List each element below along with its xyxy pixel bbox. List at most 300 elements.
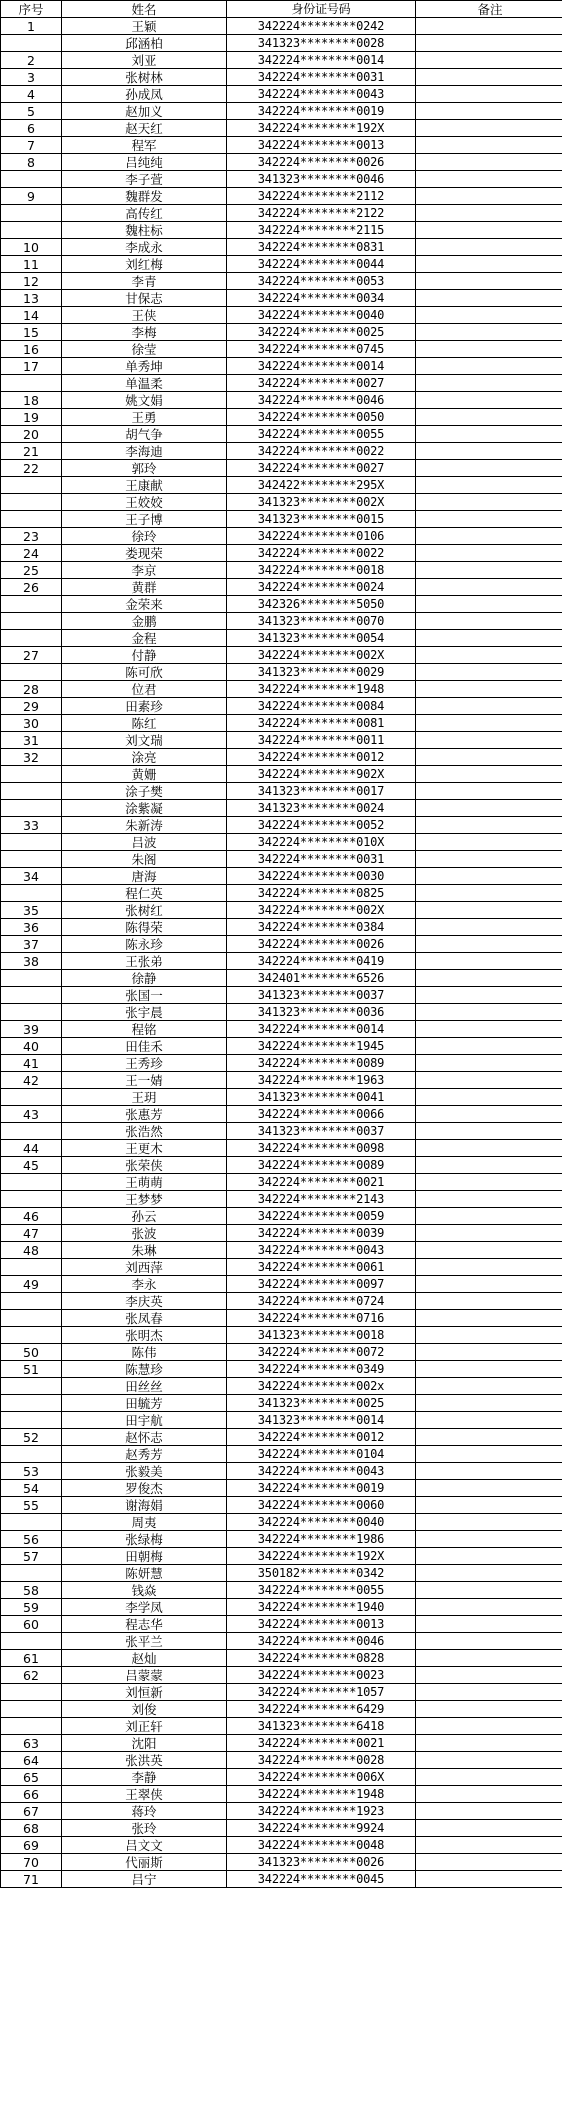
cell-seq[interactable]	[1, 1378, 62, 1395]
cell-seq[interactable]: 40	[1, 1038, 62, 1055]
cell-remark[interactable]	[416, 1429, 562, 1446]
cell-id-number[interactable]: 342224********0019	[227, 103, 416, 120]
cell-seq[interactable]	[1, 783, 62, 800]
cell-seq[interactable]	[1, 1327, 62, 1344]
cell-name[interactable]: 吕文文	[62, 1837, 227, 1854]
cell-seq[interactable]	[1, 205, 62, 222]
cell-name[interactable]: 陈得荣	[62, 919, 227, 936]
cell-remark[interactable]	[416, 1701, 562, 1718]
cell-id-number[interactable]: 342224********0018	[227, 562, 416, 579]
cell-name[interactable]: 田素珍	[62, 698, 227, 715]
cell-remark[interactable]	[416, 1718, 562, 1735]
cell-seq[interactable]: 35	[1, 902, 62, 919]
cell-seq[interactable]: 48	[1, 1242, 62, 1259]
cell-name[interactable]: 李庆英	[62, 1293, 227, 1310]
cell-id-number[interactable]: 341323********0054	[227, 630, 416, 647]
cell-seq[interactable]: 57	[1, 1548, 62, 1565]
cell-remark[interactable]	[416, 681, 562, 698]
cell-name[interactable]: 张荣侠	[62, 1157, 227, 1174]
cell-name[interactable]: 位君	[62, 681, 227, 698]
cell-name[interactable]: 张惠芳	[62, 1106, 227, 1123]
cell-seq[interactable]: 26	[1, 579, 62, 596]
cell-name[interactable]: 蒋玲	[62, 1803, 227, 1820]
cell-name[interactable]: 王萌萌	[62, 1174, 227, 1191]
cell-remark[interactable]	[416, 1684, 562, 1701]
cell-id-number[interactable]: 342224********0024	[227, 579, 416, 596]
cell-id-number[interactable]: 341323********0041	[227, 1089, 416, 1106]
cell-id-number[interactable]: 341323********6418	[227, 1718, 416, 1735]
cell-seq[interactable]: 58	[1, 1582, 62, 1599]
cell-name[interactable]: 刘恒新	[62, 1684, 227, 1701]
cell-name[interactable]: 单秀坤	[62, 358, 227, 375]
header-cell-name[interactable]: 姓名	[62, 1, 227, 18]
cell-id-number[interactable]: 342224********2115	[227, 222, 416, 239]
cell-seq[interactable]: 59	[1, 1599, 62, 1616]
cell-name[interactable]: 程仁英	[62, 885, 227, 902]
cell-seq[interactable]: 47	[1, 1225, 62, 1242]
cell-name[interactable]: 李梅	[62, 324, 227, 341]
cell-seq[interactable]	[1, 1633, 62, 1650]
cell-remark[interactable]	[416, 647, 562, 664]
cell-name[interactable]: 孙成凤	[62, 86, 227, 103]
cell-remark[interactable]	[416, 1786, 562, 1803]
cell-id-number[interactable]: 342224********0349	[227, 1361, 416, 1378]
cell-remark[interactable]	[416, 1327, 562, 1344]
cell-remark[interactable]	[416, 1021, 562, 1038]
cell-seq[interactable]	[1, 851, 62, 868]
cell-remark[interactable]	[416, 1344, 562, 1361]
cell-id-number[interactable]: 342224********002X	[227, 647, 416, 664]
cell-seq[interactable]: 18	[1, 392, 62, 409]
cell-remark[interactable]	[416, 1140, 562, 1157]
cell-id-number[interactable]: 342224********0097	[227, 1276, 416, 1293]
cell-remark[interactable]	[416, 919, 562, 936]
cell-seq[interactable]	[1, 511, 62, 528]
cell-seq[interactable]: 46	[1, 1208, 62, 1225]
cell-remark[interactable]	[416, 1225, 562, 1242]
cell-name[interactable]: 涂紫凝	[62, 800, 227, 817]
cell-seq[interactable]: 51	[1, 1361, 62, 1378]
cell-remark[interactable]	[416, 86, 562, 103]
cell-name[interactable]: 张凤春	[62, 1310, 227, 1327]
cell-remark[interactable]	[416, 1565, 562, 1582]
cell-id-number[interactable]: 342224********0012	[227, 1429, 416, 1446]
cell-remark[interactable]	[416, 239, 562, 256]
cell-name[interactable]: 田佳禾	[62, 1038, 227, 1055]
cell-seq[interactable]	[1, 970, 62, 987]
cell-name[interactable]: 吕宁	[62, 1871, 227, 1888]
cell-seq[interactable]: 30	[1, 715, 62, 732]
cell-seq[interactable]: 23	[1, 528, 62, 545]
cell-id-number[interactable]: 342224********1986	[227, 1531, 416, 1548]
cell-seq[interactable]: 3	[1, 69, 62, 86]
cell-name[interactable]: 李海迪	[62, 443, 227, 460]
cell-name[interactable]: 李成永	[62, 239, 227, 256]
cell-id-number[interactable]: 341323********0037	[227, 1123, 416, 1140]
cell-id-number[interactable]: 342224********192X	[227, 120, 416, 137]
cell-id-number[interactable]: 342224********0084	[227, 698, 416, 715]
cell-name[interactable]: 吕波	[62, 834, 227, 851]
cell-name[interactable]: 唐海	[62, 868, 227, 885]
cell-name[interactable]: 张明杰	[62, 1327, 227, 1344]
cell-name[interactable]: 徐静	[62, 970, 227, 987]
cell-remark[interactable]	[416, 1769, 562, 1786]
cell-id-number[interactable]: 341323********0018	[227, 1327, 416, 1344]
cell-id-number[interactable]: 342224********1940	[227, 1599, 416, 1616]
cell-remark[interactable]	[416, 1055, 562, 1072]
cell-seq[interactable]: 10	[1, 239, 62, 256]
cell-remark[interactable]	[416, 1480, 562, 1497]
cell-seq[interactable]	[1, 664, 62, 681]
cell-id-number[interactable]: 342224********0021	[227, 1735, 416, 1752]
cell-name[interactable]: 张毅美	[62, 1463, 227, 1480]
cell-seq[interactable]: 53	[1, 1463, 62, 1480]
cell-id-number[interactable]: 342224********0021	[227, 1174, 416, 1191]
cell-id-number[interactable]: 342224********0046	[227, 392, 416, 409]
cell-remark[interactable]	[416, 358, 562, 375]
cell-seq[interactable]: 11	[1, 256, 62, 273]
cell-id-number[interactable]: 342224********0724	[227, 1293, 416, 1310]
cell-seq[interactable]: 1	[1, 18, 62, 35]
cell-id-number[interactable]: 342224********1945	[227, 1038, 416, 1055]
cell-seq[interactable]	[1, 171, 62, 188]
cell-remark[interactable]	[416, 1293, 562, 1310]
cell-name[interactable]: 李子萱	[62, 171, 227, 188]
cell-name[interactable]: 王侠	[62, 307, 227, 324]
cell-id-number[interactable]: 342224********1057	[227, 1684, 416, 1701]
cell-remark[interactable]	[416, 1276, 562, 1293]
cell-remark[interactable]	[416, 1310, 562, 1327]
cell-name[interactable]: 赵灿	[62, 1650, 227, 1667]
cell-name[interactable]: 王梦梦	[62, 1191, 227, 1208]
cell-name[interactable]: 李京	[62, 562, 227, 579]
cell-seq[interactable]: 45	[1, 1157, 62, 1174]
cell-id-number[interactable]: 342224********002x	[227, 1378, 416, 1395]
cell-id-number[interactable]: 341323********0024	[227, 800, 416, 817]
cell-seq[interactable]: 60	[1, 1616, 62, 1633]
cell-remark[interactable]	[416, 1650, 562, 1667]
cell-id-number[interactable]: 342224********0019	[227, 1480, 416, 1497]
cell-seq[interactable]: 22	[1, 460, 62, 477]
cell-remark[interactable]	[416, 1004, 562, 1021]
cell-remark[interactable]	[416, 630, 562, 647]
cell-seq[interactable]	[1, 35, 62, 52]
cell-remark[interactable]	[416, 256, 562, 273]
cell-id-number[interactable]: 342224********0027	[227, 460, 416, 477]
cell-remark[interactable]	[416, 664, 562, 681]
cell-name[interactable]: 王姣姣	[62, 494, 227, 511]
cell-seq[interactable]: 6	[1, 120, 62, 137]
cell-seq[interactable]: 64	[1, 1752, 62, 1769]
cell-name[interactable]: 刘俊	[62, 1701, 227, 1718]
cell-remark[interactable]	[416, 18, 562, 35]
cell-seq[interactable]: 50	[1, 1344, 62, 1361]
cell-id-number[interactable]: 342224********0384	[227, 919, 416, 936]
cell-id-number[interactable]: 342224********0031	[227, 851, 416, 868]
cell-remark[interactable]	[416, 1446, 562, 1463]
cell-name[interactable]: 张洪英	[62, 1752, 227, 1769]
cell-remark[interactable]	[416, 1157, 562, 1174]
cell-id-number[interactable]: 342422********295X	[227, 477, 416, 494]
cell-name[interactable]: 吕纯纯	[62, 154, 227, 171]
cell-remark[interactable]	[416, 1582, 562, 1599]
cell-seq[interactable]	[1, 613, 62, 630]
cell-remark[interactable]	[416, 392, 562, 409]
cell-seq[interactable]: 67	[1, 1803, 62, 1820]
cell-seq[interactable]	[1, 1004, 62, 1021]
cell-seq[interactable]: 24	[1, 545, 62, 562]
cell-remark[interactable]	[416, 596, 562, 613]
cell-remark[interactable]	[416, 426, 562, 443]
cell-remark[interactable]	[416, 1259, 562, 1276]
cell-remark[interactable]	[416, 970, 562, 987]
cell-seq[interactable]: 32	[1, 749, 62, 766]
cell-id-number[interactable]: 342224********6429	[227, 1701, 416, 1718]
cell-name[interactable]: 王勇	[62, 409, 227, 426]
cell-id-number[interactable]: 342224********0012	[227, 749, 416, 766]
cell-seq[interactable]: 29	[1, 698, 62, 715]
cell-remark[interactable]	[416, 613, 562, 630]
cell-seq[interactable]	[1, 375, 62, 392]
cell-seq[interactable]: 31	[1, 732, 62, 749]
cell-seq[interactable]: 38	[1, 953, 62, 970]
cell-seq[interactable]: 42	[1, 1072, 62, 1089]
cell-remark[interactable]	[416, 1463, 562, 1480]
cell-remark[interactable]	[416, 460, 562, 477]
cell-id-number[interactable]: 342224********0066	[227, 1106, 416, 1123]
cell-remark[interactable]	[416, 1752, 562, 1769]
cell-id-number[interactable]: 342224********0106	[227, 528, 416, 545]
cell-id-number[interactable]: 342224********2143	[227, 1191, 416, 1208]
cell-id-number[interactable]: 342224********0028	[227, 1752, 416, 1769]
cell-id-number[interactable]: 342224********1948	[227, 681, 416, 698]
cell-seq[interactable]: 8	[1, 154, 62, 171]
cell-name[interactable]: 付静	[62, 647, 227, 664]
cell-id-number[interactable]: 342224********0104	[227, 1446, 416, 1463]
cell-id-number[interactable]: 342224********0046	[227, 1633, 416, 1650]
cell-name[interactable]: 陈妍慧	[62, 1565, 227, 1582]
cell-id-number[interactable]: 342224********0053	[227, 273, 416, 290]
cell-name[interactable]: 赵怀志	[62, 1429, 227, 1446]
cell-id-number[interactable]: 342224********192X	[227, 1548, 416, 1565]
cell-seq[interactable]	[1, 834, 62, 851]
cell-seq[interactable]: 19	[1, 409, 62, 426]
cell-seq[interactable]: 5	[1, 103, 62, 120]
cell-seq[interactable]: 2	[1, 52, 62, 69]
cell-id-number[interactable]: 341323********0037	[227, 987, 416, 1004]
cell-name[interactable]: 程军	[62, 137, 227, 154]
cell-name[interactable]: 谢海娟	[62, 1497, 227, 1514]
cell-remark[interactable]	[416, 987, 562, 1004]
cell-remark[interactable]	[416, 851, 562, 868]
cell-remark[interactable]	[416, 1820, 562, 1837]
cell-name[interactable]: 代丽斯	[62, 1854, 227, 1871]
cell-id-number[interactable]: 342224********0045	[227, 1871, 416, 1888]
cell-id-number[interactable]: 342224********0825	[227, 885, 416, 902]
cell-name[interactable]: 甘保志	[62, 290, 227, 307]
cell-seq[interactable]: 36	[1, 919, 62, 936]
cell-name[interactable]: 魏群发	[62, 188, 227, 205]
cell-name[interactable]: 徐玲	[62, 528, 227, 545]
cell-remark[interactable]	[416, 1038, 562, 1055]
cell-remark[interactable]	[416, 273, 562, 290]
cell-remark[interactable]	[416, 766, 562, 783]
cell-remark[interactable]	[416, 579, 562, 596]
cell-remark[interactable]	[416, 154, 562, 171]
cell-id-number[interactable]: 342224********1923	[227, 1803, 416, 1820]
cell-id-number[interactable]: 341323********0026	[227, 1854, 416, 1871]
cell-remark[interactable]	[416, 562, 562, 579]
cell-remark[interactable]	[416, 375, 562, 392]
cell-id-number[interactable]: 342224********1948	[227, 1786, 416, 1803]
cell-remark[interactable]	[416, 1072, 562, 1089]
cell-seq[interactable]	[1, 1259, 62, 1276]
cell-seq[interactable]	[1, 1514, 62, 1531]
cell-seq[interactable]: 15	[1, 324, 62, 341]
cell-seq[interactable]	[1, 1565, 62, 1582]
cell-seq[interactable]: 14	[1, 307, 62, 324]
cell-seq[interactable]: 61	[1, 1650, 62, 1667]
cell-id-number[interactable]: 342224********0089	[227, 1055, 416, 1072]
cell-id-number[interactable]: 342224********0023	[227, 1667, 416, 1684]
cell-id-number[interactable]: 341323********0017	[227, 783, 416, 800]
cell-remark[interactable]	[416, 1531, 562, 1548]
cell-id-number[interactable]: 342224********0072	[227, 1344, 416, 1361]
cell-seq[interactable]: 69	[1, 1837, 62, 1854]
cell-id-number[interactable]: 342224********0014	[227, 1021, 416, 1038]
cell-id-number[interactable]: 342224********0025	[227, 324, 416, 341]
cell-remark[interactable]	[416, 1854, 562, 1871]
cell-name[interactable]: 涂子樊	[62, 783, 227, 800]
cell-remark[interactable]	[416, 1871, 562, 1888]
cell-seq[interactable]	[1, 1701, 62, 1718]
cell-id-number[interactable]: 341323********0028	[227, 35, 416, 52]
cell-id-number[interactable]: 342224********0026	[227, 936, 416, 953]
cell-seq[interactable]: 17	[1, 358, 62, 375]
cell-seq[interactable]: 4	[1, 86, 62, 103]
cell-id-number[interactable]: 342224********0043	[227, 86, 416, 103]
cell-remark[interactable]	[416, 1514, 562, 1531]
cell-remark[interactable]	[416, 324, 562, 341]
cell-id-number[interactable]: 342224********0828	[227, 1650, 416, 1667]
cell-id-number[interactable]: 342224********0043	[227, 1242, 416, 1259]
cell-name[interactable]: 吕蒙蒙	[62, 1667, 227, 1684]
cell-remark[interactable]	[416, 1616, 562, 1633]
cell-remark[interactable]	[416, 749, 562, 766]
cell-name[interactable]: 单温柔	[62, 375, 227, 392]
cell-name[interactable]: 程铭	[62, 1021, 227, 1038]
cell-remark[interactable]	[416, 409, 562, 426]
cell-name[interactable]: 赵天红	[62, 120, 227, 137]
cell-remark[interactable]	[416, 545, 562, 562]
cell-seq[interactable]	[1, 885, 62, 902]
cell-name[interactable]: 金程	[62, 630, 227, 647]
cell-id-number[interactable]: 342224********0043	[227, 1463, 416, 1480]
cell-seq[interactable]	[1, 1191, 62, 1208]
cell-remark[interactable]	[416, 1395, 562, 1412]
cell-id-number[interactable]: 342224********002X	[227, 902, 416, 919]
cell-remark[interactable]	[416, 715, 562, 732]
cell-name[interactable]: 王更木	[62, 1140, 227, 1157]
cell-id-number[interactable]: 342224********0013	[227, 137, 416, 154]
cell-seq[interactable]	[1, 494, 62, 511]
cell-id-number[interactable]: 342224********0040	[227, 307, 416, 324]
cell-remark[interactable]	[416, 783, 562, 800]
cell-seq[interactable]	[1, 630, 62, 647]
cell-seq[interactable]: 70	[1, 1854, 62, 1871]
cell-id-number[interactable]: 342224********0013	[227, 1616, 416, 1633]
cell-id-number[interactable]: 342224********0052	[227, 817, 416, 834]
cell-seq[interactable]	[1, 1395, 62, 1412]
cell-name[interactable]: 陈永珍	[62, 936, 227, 953]
cell-id-number[interactable]: 342224********0048	[227, 1837, 416, 1854]
cell-seq[interactable]: 68	[1, 1820, 62, 1837]
cell-id-number[interactable]: 342224********0242	[227, 18, 416, 35]
cell-seq[interactable]: 16	[1, 341, 62, 358]
cell-name[interactable]: 王张弟	[62, 953, 227, 970]
cell-seq[interactable]	[1, 987, 62, 1004]
cell-id-number[interactable]: 342224********0030	[227, 868, 416, 885]
cell-name[interactable]: 周夷	[62, 1514, 227, 1531]
cell-seq[interactable]	[1, 766, 62, 783]
cell-name[interactable]: 赵秀芳	[62, 1446, 227, 1463]
header-cell-id-number[interactable]: 身份证号码	[227, 1, 416, 18]
cell-seq[interactable]: 12	[1, 273, 62, 290]
cell-remark[interactable]	[416, 35, 562, 52]
cell-name[interactable]: 黄姗	[62, 766, 227, 783]
cell-seq[interactable]: 71	[1, 1871, 62, 1888]
cell-id-number[interactable]: 341323********0046	[227, 171, 416, 188]
cell-name[interactable]: 陈红	[62, 715, 227, 732]
cell-remark[interactable]	[416, 1208, 562, 1225]
cell-remark[interactable]	[416, 1106, 562, 1123]
cell-id-number[interactable]: 342224********0060	[227, 1497, 416, 1514]
cell-seq[interactable]: 9	[1, 188, 62, 205]
cell-name[interactable]: 魏柱标	[62, 222, 227, 239]
cell-seq[interactable]: 56	[1, 1531, 62, 1548]
cell-name[interactable]: 王康献	[62, 477, 227, 494]
cell-name[interactable]: 张平兰	[62, 1633, 227, 1650]
cell-id-number[interactable]: 342224********0089	[227, 1157, 416, 1174]
cell-name[interactable]: 徐莹	[62, 341, 227, 358]
cell-name[interactable]: 刘西萍	[62, 1259, 227, 1276]
cell-remark[interactable]	[416, 494, 562, 511]
cell-name[interactable]: 王秀珍	[62, 1055, 227, 1072]
cell-seq[interactable]: 34	[1, 868, 62, 885]
cell-id-number[interactable]: 342224********0022	[227, 443, 416, 460]
cell-remark[interactable]	[416, 1174, 562, 1191]
cell-seq[interactable]	[1, 1174, 62, 1191]
cell-seq[interactable]	[1, 1123, 62, 1140]
cell-seq[interactable]: 55	[1, 1497, 62, 1514]
cell-id-number[interactable]: 342224********0040	[227, 1514, 416, 1531]
cell-id-number[interactable]: 342224********0011	[227, 732, 416, 749]
cell-seq[interactable]: 27	[1, 647, 62, 664]
cell-seq[interactable]: 21	[1, 443, 62, 460]
cell-name[interactable]: 张玲	[62, 1820, 227, 1837]
cell-name[interactable]: 陈慧珍	[62, 1361, 227, 1378]
cell-seq[interactable]: 49	[1, 1276, 62, 1293]
cell-id-number[interactable]: 341323********0036	[227, 1004, 416, 1021]
cell-seq[interactable]	[1, 1718, 62, 1735]
cell-remark[interactable]	[416, 1735, 562, 1752]
cell-seq[interactable]	[1, 1293, 62, 1310]
cell-seq[interactable]	[1, 1684, 62, 1701]
cell-seq[interactable]: 62	[1, 1667, 62, 1684]
cell-remark[interactable]	[416, 307, 562, 324]
cell-name[interactable]: 王翠侠	[62, 1786, 227, 1803]
cell-name[interactable]: 张国一	[62, 987, 227, 1004]
